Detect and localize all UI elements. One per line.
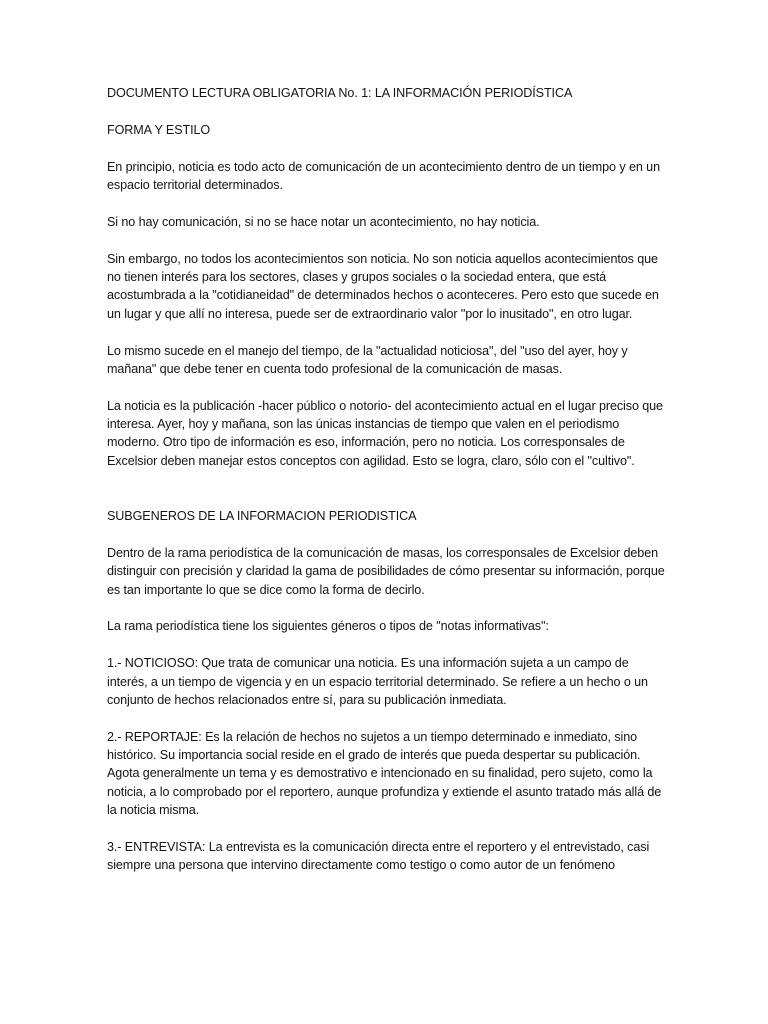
paragraph: En principio, noticia es todo acto de comunicación de un acontecimiento dentro de un tiempo y en un espacio territorial determinados. — [107, 159, 660, 193]
list-item-reportaje: 2.- REPORTAJE: Es la relación de hechos no sujetos a un tiempo determinado e inmediato, sino histórico. Su importancia social reside en el grado de interés que pueda despertar su publicación. Agota generalmente un tema y es demostrativo e intencionado en su finalidad, pero sujeto, como la noticia, a lo comprobado por el reportero, aunque profundiza y extiende el asunto tratado más allá de la noticia misma. — [107, 729, 662, 818]
paragraph: Lo mismo sucede en el manejo del tiempo, de la "actualidad noticiosa", del "uso del ayer, hoy y mañana" que debe tener en cuenta todo profesional de la comunicación de masas. — [107, 343, 628, 376]
paragraph: Sin embargo, no todos los acontecimientos son noticia. No son noticia aquellos acontecimientos que no tienen interés para los sectores, clases y grupos sociales o la sociedad entera, que está acostumbrada a la "cotidianeidad" de determinados hechos o aconteceres. Pero esto que sucede en un lugar y que allí no interesa, puede ser de extraordinario valor "por lo inusitado", en otro lugar. — [107, 251, 659, 321]
blank-line — [107, 489, 667, 508]
paragraph: Dentro de la rama periodística de la comunicación de masas, los corresponsales de Excelsior deben distinguir con precisión y claridad la gama de posibilidades de cómo presentar su información, porque es tan importante lo que se dice como la forma de decirlo. — [107, 546, 665, 597]
paragraph: Si no hay comunicación, si no se hace notar un acontecimiento, no hay noticia. — [107, 214, 540, 229]
document-title: DOCUMENTO LECTURA OBLIGATORIA No. 1: LA INFORMACIÓN PERIODÍSTICA — [107, 86, 573, 100]
paragraph: La noticia es la publicación -hacer público o notorio- del acontecimiento actual en el lugar preciso que interesa. Ayer, hoy y mañana, son las únicas instancias de tiempo que valen en el periodismo moderno. Otro tipo de información es eso, información, pero no noticia. Los corresponsales de Excelsior deben manejar estos conceptos con agilidad. Esto se logra, claro, sólo con el "cultivo". — [107, 398, 663, 468]
list-item-noticioso: 1.- NOTICIOSO: Que trata de comunicar una noticia. Es una información sujeta a un campo de interés, a un tiempo de vigencia y en un espacio territorial determinado. Se refiere a un hecho o un conjunto de hechos relacionados entre sí, para su publicación inmediata. — [107, 656, 648, 707]
document-page — [107, 84, 667, 893]
paragraph: La rama periodística tiene los siguientes géneros o tipos de "notas informativas": — [107, 619, 549, 634]
list-item-entrevista: 3.- ENTREVISTA: La entrevista es la comunicación directa entre el reportero y el entrevistado, casi siempre una persona que intervino directamente como testigo o como autor de un fenómeno — [107, 839, 650, 873]
section-heading-forma-y-estilo: FORMA Y ESTILO — [107, 122, 211, 137]
section-heading-subgeneros: SUBGENEROS DE LA INFORMACION PERIODISTICA — [107, 509, 417, 524]
